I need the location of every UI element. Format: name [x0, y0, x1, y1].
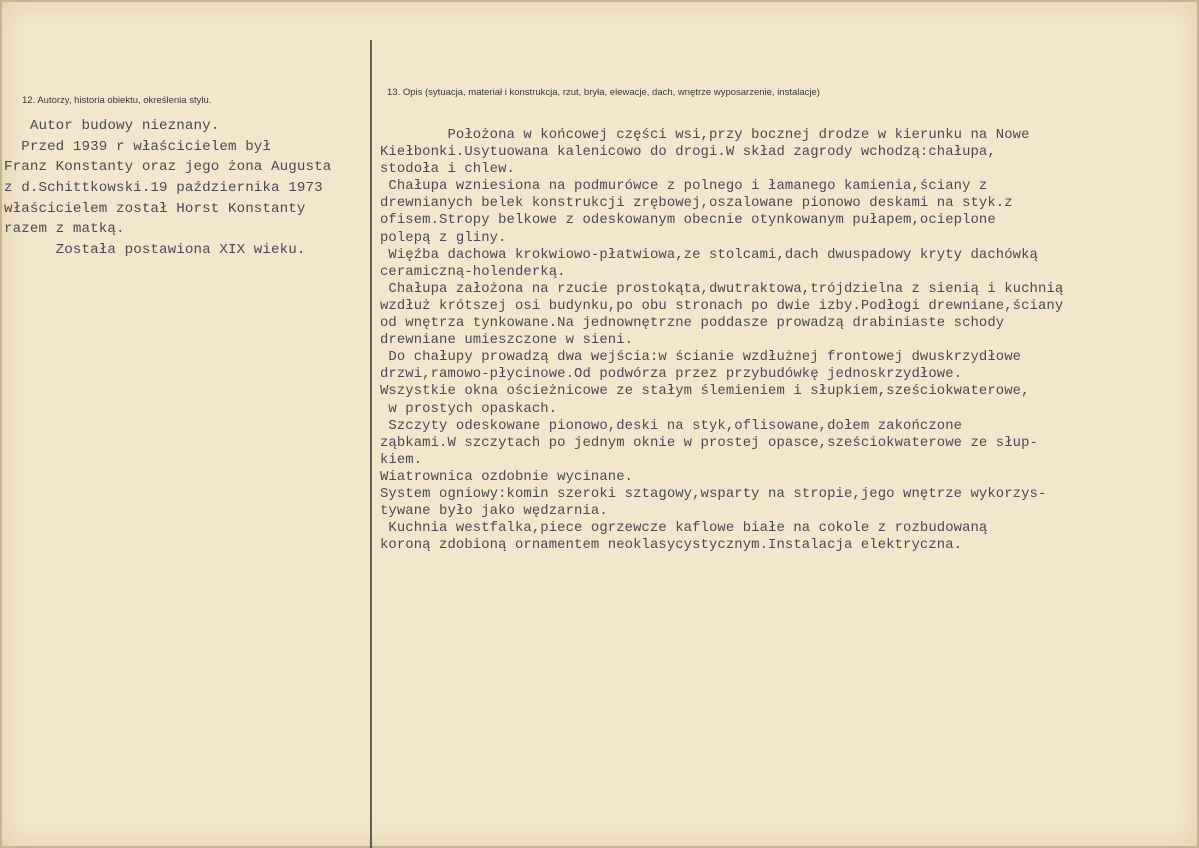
text-line: Franz Konstanty oraz jego żona Augusta	[4, 159, 332, 176]
section-12-label: 12. Autorzy, historia obiektu, określenia stylu.	[22, 95, 212, 106]
text-line: stodoła i chlew.	[380, 161, 515, 178]
text-line: Chałupa wzniesiona na podmurówce z polnego i łamanego kamienia,ściany z	[380, 178, 988, 195]
text-line: drewnianych belek konstrukcji zrębowej,oszalowane pionowo deskami na styk.z	[380, 195, 1013, 212]
text-line: Autor budowy nieznany.	[4, 118, 220, 134]
section-13-label: 13. Opis (sytuacja, materiał i konstrukcja, rzut, bryła, elewacje, dach, wnętrze wyposarzenie, instalacje)	[387, 87, 820, 98]
text-line: kiem.	[380, 451, 423, 468]
text-line: ząbkami.W szczytach po jednym oknie w prostej opasce,sześciokwaterowe ze słup-	[380, 434, 1038, 451]
text-line: Chałupa założona na rzucie prostokąta,dwutraktowa,trójdzielna z sienią i kuchnią	[380, 280, 1064, 297]
text-line: Do chałupy prowadzą dwa wejścia:w ścianie wzdłużnej frontowej dwuskrzydłowe	[380, 349, 1022, 366]
text-line: Kiełbonki.Usytuowana kalenicowo do drogi.W skład zagrody wchodzą:chałupa,	[380, 144, 996, 161]
text-line: właścicielem został Horst Konstanty	[4, 200, 306, 217]
text-line: ofisem.Stropy belkowe z odeskowanym obecnie otynkowanym pułapem,ocieplone	[380, 212, 996, 229]
text-line: w prostych opaskach.	[380, 400, 558, 417]
text-line: polepą z gliny.	[380, 229, 507, 246]
text-line: Szczyty odeskowane pionowo,deski na styk,oflisowane,dołem zakończone	[380, 417, 963, 434]
text-line: Wszystkie okna ościeżnicowe ze stałym ślemieniem i słupkiem,sześciokwaterowe,	[380, 383, 1030, 400]
section-13-text	[380, 127, 1063, 554]
section-12-text	[4, 116, 368, 261]
column-divider	[370, 40, 372, 848]
text-line: z d.Schittkowski.19 października 1973	[4, 180, 323, 197]
text-line: tywane było jako wędzarnia.	[380, 503, 608, 520]
text-line: System ogniowy:komin szeroki sztagowy,wsparty na stropie,jego wnętrze wykorzys-	[380, 485, 1047, 502]
text-line: od wnętrza tynkowane.Na jednownętrzne poddasze prowadzą drabiniaste schody	[380, 315, 1005, 332]
text-line: Przed 1939 r właścicielem był	[4, 138, 272, 155]
text-line: wzdłuż krótszej osi budynku,po obu stronach po dwie izby.Podłogi drewniane,ściany	[380, 297, 1064, 314]
text-line: Położona w końcowej części wsi,przy bocznej drodze w kierunku na Nowe	[380, 127, 1030, 143]
text-line: razem z matką.	[4, 221, 125, 238]
text-line: ceramiczną-holenderką.	[380, 263, 566, 280]
text-line: drzwi,ramowo-płycinowe.Od podwórza przez przybudówkę jednoskrzydłowe.	[380, 366, 963, 383]
text-line: Została postawiona XIX wieku.	[4, 242, 306, 259]
text-line: Więźba dachowa krokwiowo-płatwiowa,ze stolcami,dach dwuspadowy kryty dachówką	[380, 246, 1038, 263]
text-line: Kuchnia westfalka,piece ogrzewcze kaflowe białe na cokole z rozbudowaną	[380, 520, 988, 537]
text-line: koroną zdobioną ornamentem neoklasycystycznym.Instalacja elektryczna.	[380, 537, 963, 554]
text-line: Wiatrownica ozdobnie wycinane.	[380, 468, 634, 485]
text-line: drewniane umieszczone w sieni.	[380, 332, 634, 349]
